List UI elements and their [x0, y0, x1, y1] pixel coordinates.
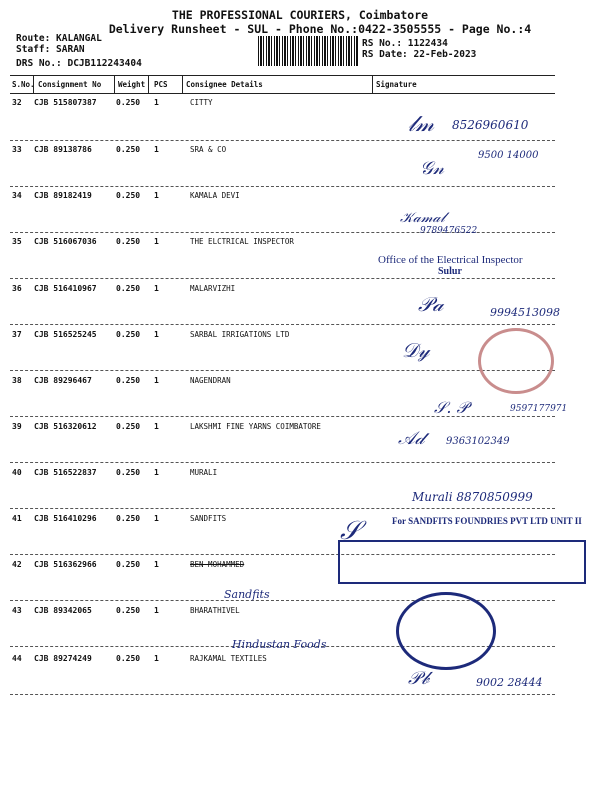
row-weight: 0.250 — [116, 514, 141, 523]
signature-phone: 9363102349 — [446, 436, 510, 447]
row-sno: 40 — [12, 468, 22, 477]
row-weight: 0.250 — [116, 98, 141, 107]
row-weight: 0.250 — [116, 654, 141, 663]
row-consignment: CJB 89342065 — [34, 606, 92, 615]
row-consignee: KAMALA DEVI — [190, 191, 240, 200]
row-weight: 0.250 — [116, 560, 141, 569]
row-weight: 0.250 — [116, 237, 141, 246]
signature-mark: 𝒮 — [340, 516, 361, 546]
row-consignment: CJB 516320612 — [34, 422, 97, 431]
row-consignee: MURALI — [190, 468, 218, 477]
row-pcs: 1 — [154, 145, 159, 154]
row-pcs: 1 — [154, 330, 159, 339]
round-stamp — [396, 592, 496, 670]
row-sno: 38 — [12, 376, 22, 385]
row-weight: 0.250 — [116, 191, 141, 200]
row-separator — [10, 462, 555, 463]
staff-label: Staff: SARAN — [16, 44, 85, 55]
row-consignee: MALARVIZHI — [190, 284, 236, 293]
row-consignment: CJB 516410296 — [34, 514, 97, 523]
signature-phone: 9002 28444 — [476, 676, 543, 689]
row-weight: 0.250 — [116, 330, 141, 339]
signature-text: Murali 8870850999 — [412, 490, 533, 504]
rs-block — [362, 38, 476, 60]
row-separator — [10, 324, 555, 325]
row-sno: 41 — [12, 514, 22, 523]
row-consignee: SANDFITS — [190, 514, 227, 523]
row-separator — [10, 370, 555, 371]
col-divider — [182, 76, 183, 94]
row-separator — [10, 140, 555, 141]
col-divider — [148, 76, 149, 94]
row-pcs: 1 — [154, 237, 159, 246]
row-sno: 32 — [12, 98, 22, 107]
header-top-rule — [10, 75, 555, 76]
row-consignee: LAKSHMI FINE YARNS COIMBATORE — [190, 422, 321, 431]
row-weight: 0.250 — [116, 606, 141, 615]
drs-number: DRS No.: DCJB112243404 — [16, 58, 142, 69]
col-divider — [372, 76, 373, 94]
col-sno: S.No. — [12, 80, 35, 89]
signature-text: Hindustan Foods — [232, 638, 327, 651]
row-separator — [10, 508, 555, 509]
header-bottom-rule — [10, 93, 555, 94]
col-consignee: Consignee Details — [186, 80, 263, 89]
signature-mark: 𝒢𝓃 — [420, 158, 444, 179]
row-weight: 0.250 — [116, 376, 141, 385]
row-pcs: 1 — [154, 560, 159, 569]
col-pcs: PCS — [154, 80, 168, 89]
row-separator — [10, 278, 555, 279]
row-consignment: CJB 89182419 — [34, 191, 92, 200]
signature-mark: 𝒫𝒷 — [408, 668, 429, 689]
row-weight: 0.250 — [116, 145, 141, 154]
row-pcs: 1 — [154, 422, 159, 431]
stamp-frame — [338, 540, 586, 584]
row-consignee: THE ELCTRICAL INSPECTOR — [190, 237, 294, 246]
row-consignee: RAJKAMAL TEXTILES — [190, 654, 267, 663]
office-stamp: Office of the Electrical Inspector — [378, 254, 523, 266]
barcode — [258, 36, 358, 66]
row-sno: 33 — [12, 145, 22, 154]
row-separator — [10, 186, 555, 187]
col-signature: Signature — [376, 80, 417, 89]
signature-mark: 𝒜𝒹 — [398, 428, 425, 449]
signature-phone: 8526960610 — [452, 118, 529, 132]
row-sno: 44 — [12, 654, 22, 663]
row-weight: 0.250 — [116, 422, 141, 431]
signature-phone: 9500 14000 — [478, 150, 539, 161]
route-label: Route: KALANGAL — [16, 33, 102, 44]
row-pcs: 1 — [154, 284, 159, 293]
route-staff-block — [16, 33, 142, 69]
row-consignment: CJB 516362966 — [34, 560, 97, 569]
col-weight: Weight — [118, 80, 146, 89]
signature-phone: 9994513098 — [490, 306, 560, 319]
round-stamp — [478, 328, 554, 394]
row-consignment: CJB 515807387 — [34, 98, 97, 107]
row-weight: 0.250 — [116, 284, 141, 293]
rs-date: RS Date: 22-Feb-2023 — [362, 49, 477, 60]
row-consignee: SARBAL IRRIGATIONS LTD — [190, 330, 290, 339]
row-consignee: BEN MOHAMMED — [190, 560, 245, 569]
row-sno: 43 — [12, 606, 22, 615]
company-stamp: For SANDFITS FOUNDRIES PVT LTD UNIT II — [392, 516, 582, 526]
row-pcs: 1 — [154, 514, 159, 523]
row-consignment: CJB 89296467 — [34, 376, 92, 385]
row-consignment: CJB 516525245 — [34, 330, 97, 339]
signature-text: Sandfits — [224, 588, 270, 601]
row-consignment: CJB 89138786 — [34, 145, 92, 154]
row-consignee: BHARATHIVEL — [190, 606, 240, 615]
signature-phone: 9789476522 — [420, 226, 478, 236]
row-consignment: CJB 516067036 — [34, 237, 97, 246]
col-consignment: Consignment No — [38, 80, 102, 89]
row-consignee: CITTY — [190, 98, 213, 107]
row-sno: 42 — [12, 560, 22, 569]
row-consignment: CJB 516522837 — [34, 468, 97, 477]
row-weight: 0.250 — [116, 468, 141, 477]
col-divider — [114, 76, 115, 94]
row-separator — [10, 694, 555, 695]
row-pcs: 1 — [154, 468, 159, 477]
document-subtitle: Delivery Runsheet - SUL - Phone No.:0422-3505555 - Page No.:4 — [108, 22, 532, 36]
row-consignment: CJB 89274249 — [34, 654, 92, 663]
row-pcs: 1 — [154, 376, 159, 385]
row-pcs: 1 — [154, 191, 159, 200]
document-title: THE PROFESSIONAL COURIERS, Coimbatore — [171, 8, 429, 22]
row-pcs: 1 — [154, 98, 159, 107]
row-sno: 39 — [12, 422, 22, 431]
row-separator — [10, 416, 555, 417]
office-stamp-place: Sulur — [438, 266, 462, 277]
row-pcs: 1 — [154, 606, 159, 615]
row-consignee: NAGENDRAN — [190, 376, 231, 385]
signature-mark: 𝒟𝓎 — [402, 338, 430, 362]
col-divider — [33, 76, 34, 94]
row-sno: 35 — [12, 237, 22, 246]
row-pcs: 1 — [154, 654, 159, 663]
signature-mark: 𝒮. 𝒫 — [434, 398, 469, 417]
rs-number: RS No.: 1122434 — [362, 38, 448, 49]
signature-mark: 𝒦𝒶𝓂𝒶𝓁 — [400, 210, 445, 226]
row-consignee: SRA & CO — [190, 145, 227, 154]
row-consignment: CJB 516410967 — [34, 284, 97, 293]
signature-mark: 𝒫𝒶 — [418, 292, 444, 316]
row-sno: 36 — [12, 284, 22, 293]
row-sno: 37 — [12, 330, 22, 339]
signature-mark: 𝓁𝓂 — [408, 112, 434, 137]
signature-phone: 9597177971 — [510, 404, 568, 414]
row-sno: 34 — [12, 191, 22, 200]
